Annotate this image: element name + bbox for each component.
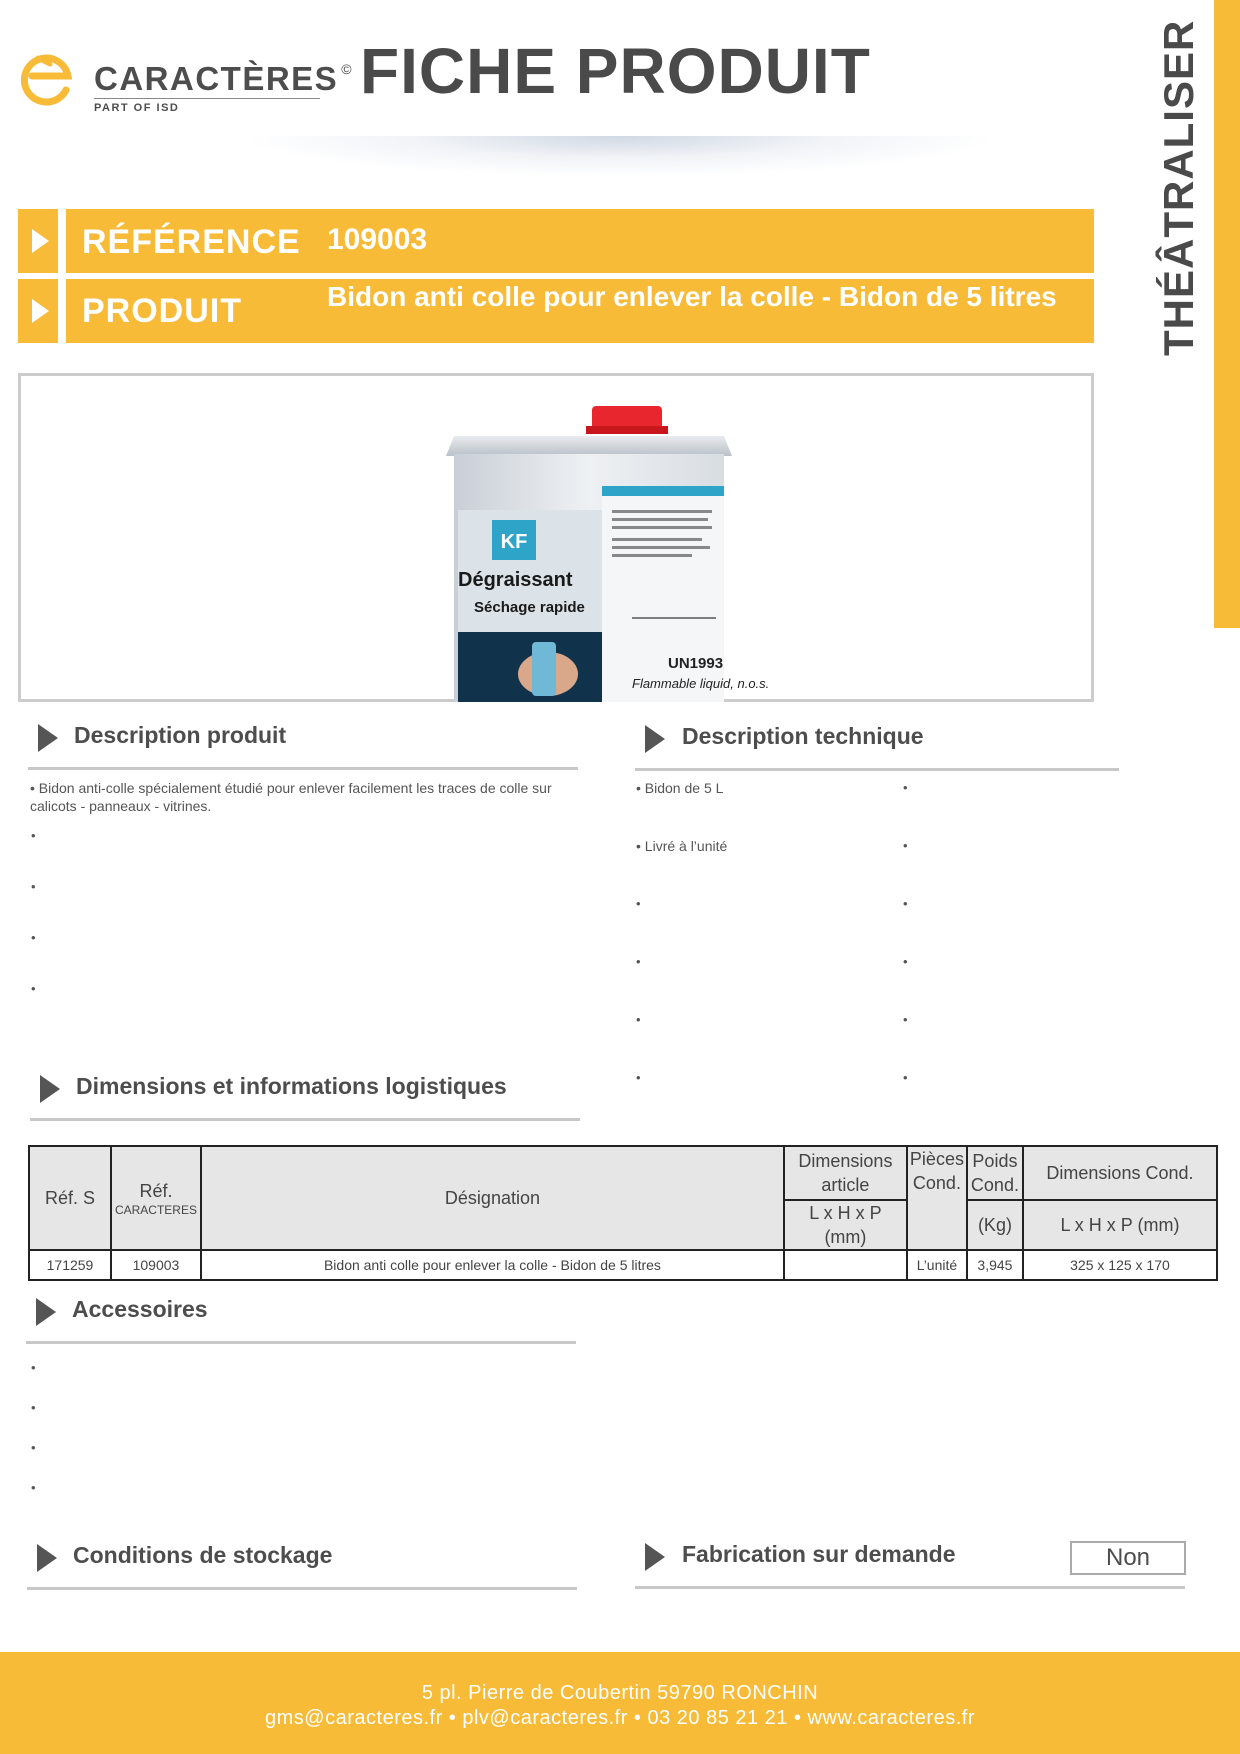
header-shadow xyxy=(250,136,990,176)
can-un-code: UN1993 xyxy=(668,655,724,672)
accessories-section-header xyxy=(26,1284,576,1344)
reference-value: 109003 xyxy=(327,223,428,256)
accessories-bullet: • xyxy=(31,1440,36,1455)
th-poids-unit: (Kg) xyxy=(967,1200,1023,1250)
section-arrow-icon xyxy=(38,724,58,752)
brand-logo xyxy=(16,44,354,118)
section-rule xyxy=(26,1341,576,1344)
section-rule xyxy=(30,1118,580,1121)
section-arrow-icon xyxy=(645,1543,665,1571)
footer-address: 5 pl. Pierre de Coubertin 59790 RONCHIN xyxy=(421,1682,819,1704)
section-arrow-icon xyxy=(40,1075,60,1103)
th-poids: Poids Cond. xyxy=(967,1146,1023,1200)
cell-dim-article xyxy=(784,1250,907,1280)
description-title: Description produit xyxy=(74,722,287,748)
technical-bullet: • xyxy=(903,1070,908,1085)
logistics-table xyxy=(28,1145,1218,1281)
description-text: • Bidon anti-colle spécialement étudié pour enlever facilement les traces de colle sur calicots - panneaux - vitrines. xyxy=(30,780,552,814)
table-row xyxy=(29,1250,1217,1280)
fabrication-title: Fabrication sur demande xyxy=(682,1541,956,1567)
description-bullet: • xyxy=(31,879,36,894)
description-section-header xyxy=(28,710,578,770)
technical-bullet: • xyxy=(636,1012,641,1027)
reference-arrow-icon xyxy=(18,209,58,273)
brand-tagline: PART OF ISD xyxy=(94,102,180,114)
product-bar xyxy=(66,279,1094,343)
can-label-line2: Séchage rapide xyxy=(474,599,585,616)
can-un-sub: Flammable liquid, n.o.s. xyxy=(632,676,770,691)
description-bullet: • xyxy=(31,828,36,843)
cell-designation: Bidon anti colle pour enlever la colle - Bidon de 5 litres xyxy=(201,1250,784,1280)
technical-bullet: • xyxy=(903,1012,908,1027)
category-label: THÉÂTRALISER xyxy=(1155,20,1202,357)
cell-ref-s: 171259 xyxy=(29,1250,111,1280)
th-ref-s: Réf. S xyxy=(29,1146,111,1250)
footer xyxy=(0,1652,1240,1754)
section-rule xyxy=(635,1586,1185,1589)
th-pieces: Pièces Cond. xyxy=(907,1146,967,1250)
technical-section-header xyxy=(635,711,1119,771)
technical-bullet: • xyxy=(903,838,908,853)
accessories-bullet: • xyxy=(31,1360,36,1375)
product-value: Bidon anti colle pour enlever la colle - Bidon de 5 litres xyxy=(327,281,1057,312)
reference-bar xyxy=(66,209,1094,273)
technical-bullet: • xyxy=(636,896,641,911)
technical-bullet: • xyxy=(636,1070,641,1085)
technical-item: • Bidon de 5 L xyxy=(636,780,724,796)
product-can-image xyxy=(436,406,770,702)
th-dim-cond: Dimensions Cond. xyxy=(1023,1146,1217,1200)
product-arrow-icon xyxy=(18,279,58,343)
logistics-title: Dimensions et informations logistiques xyxy=(76,1073,507,1099)
section-rule xyxy=(635,768,1119,771)
product-label: PRODUIT xyxy=(82,292,242,330)
th-designation: Désignation xyxy=(201,1146,784,1250)
th-dim-cond-unit: L x H x P (mm) xyxy=(1023,1200,1217,1250)
storage-section-header xyxy=(27,1530,577,1590)
cell-dim-cond: 325 x 125 x 170 xyxy=(1023,1250,1217,1280)
section-rule xyxy=(28,767,578,770)
technical-bullet: • xyxy=(903,954,908,969)
th-dim-article: Dimensions article xyxy=(784,1146,907,1200)
description-bullet: • xyxy=(31,930,36,945)
product-image-frame xyxy=(18,373,1094,702)
section-arrow-icon xyxy=(36,1298,56,1326)
reference-label: RÉFÉRENCE xyxy=(82,223,301,261)
description-bullet: • xyxy=(31,981,36,996)
brand-name: CARACTÈRES © xyxy=(94,60,354,97)
technical-item: • Livré à l’unité xyxy=(636,838,728,854)
cell-poids: 3,945 xyxy=(967,1250,1023,1280)
accessories-bullet: • xyxy=(31,1400,36,1415)
cell-pieces: L’unité xyxy=(907,1250,967,1280)
fabrication-value: Non xyxy=(1070,1541,1186,1575)
brand-divider xyxy=(94,98,320,99)
footer-contact: gms@caracteres.fr • plv@caracteres.fr • 03 20 85 21 21 • www.caracteres.fr xyxy=(265,1707,975,1729)
category-side-bar xyxy=(1214,0,1240,628)
technical-title: Description technique xyxy=(682,723,924,749)
can-label-line1: Dégraissant xyxy=(458,569,573,591)
brand-e-icon xyxy=(16,52,82,110)
storage-title: Conditions de stockage xyxy=(73,1542,333,1568)
technical-bullet: • xyxy=(903,780,908,795)
section-rule xyxy=(27,1587,577,1590)
section-arrow-icon xyxy=(645,725,665,753)
accessories-title: Accessoires xyxy=(72,1296,208,1322)
page-title: FICHE PRODUIT xyxy=(360,35,871,107)
th-dim-article-unit: L x H x P (mm) xyxy=(784,1200,907,1250)
th-ref: Réf. CARACTERES xyxy=(111,1146,201,1250)
cell-ref: 109003 xyxy=(111,1250,201,1280)
logistics-section-header xyxy=(30,1061,580,1121)
technical-bullet: • xyxy=(636,954,641,969)
technical-bullet: • xyxy=(903,896,908,911)
section-arrow-icon xyxy=(37,1544,57,1572)
accessories-bullet: • xyxy=(31,1480,36,1495)
can-brand-badge: KF xyxy=(500,531,528,553)
